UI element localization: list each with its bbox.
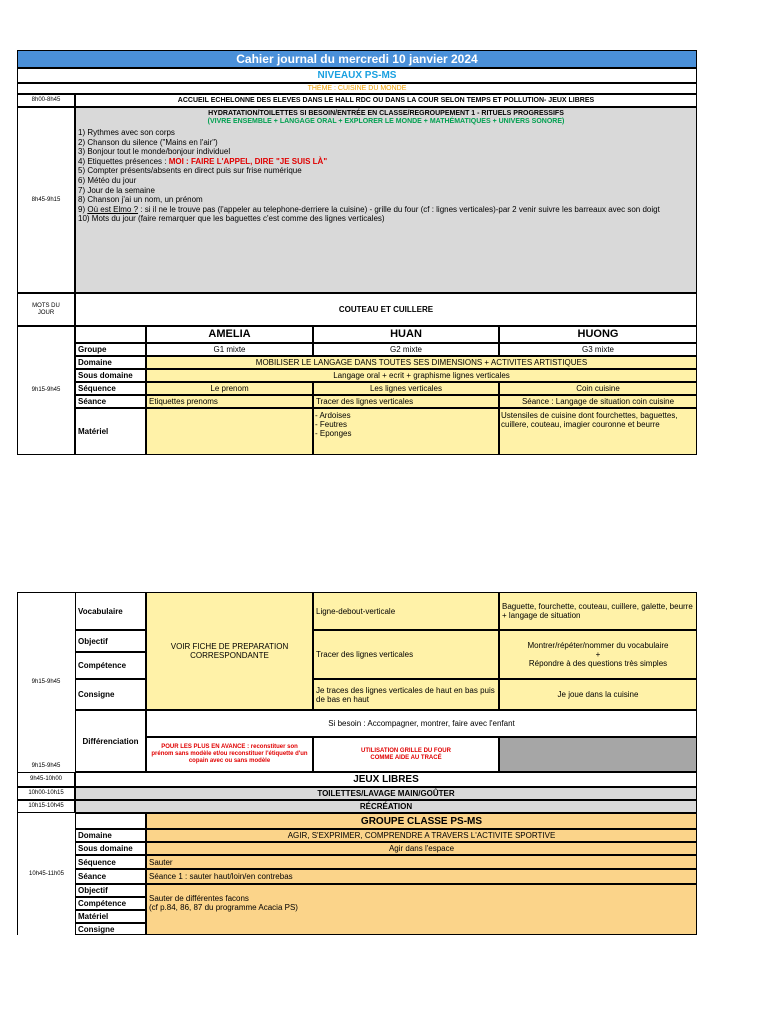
sport-label-sequence: Séquence <box>75 855 146 869</box>
sport-objectif <box>146 884 697 935</box>
rituel-item: 2) Chanson du silence ("Mains en l'air") <box>78 137 218 147</box>
rituel-item: 6) Météo du jour <box>78 175 137 185</box>
label-vocabulaire: Vocabulaire <box>75 592 146 630</box>
sequence-huong: Coin cuisine <box>499 382 697 395</box>
sport-objectif-line: (cf p.84, 86, 87 du programme Acacia PS) <box>149 903 298 912</box>
vocab-huong: Baguette, fourchette, couteau, cuillere, galette, beurre + langage de situation <box>499 592 697 630</box>
rituel-item: 10) Mots du jour (faire remarquer que les baguettes c'est comme des lignes verticales) <box>78 214 385 224</box>
rituels-subtitle: (VIVRE ENSEMBLE + LANGAGE ORAL + EXPLORER LE MONDE + MATHÉMATIQUES + UNIVERS SONORE) <box>207 118 565 125</box>
sport-sous-domaine: Agir dans l'espace <box>146 842 697 855</box>
page-title: Cahier journal du mercredi 10 janvier 2024 <box>17 50 697 68</box>
diff-huong <box>499 737 697 772</box>
materiel-item: - Eponges <box>315 429 352 438</box>
objectif-huong <box>499 630 697 679</box>
objectif-huong-line: Répondre à des questions très simples <box>528 659 668 668</box>
label-competence: Compétence <box>75 652 146 679</box>
levels-label: NIVEAUX PS-MS <box>17 68 697 83</box>
label-differenciation: Différenciation <box>75 710 146 772</box>
rituel-item: 8) Chanson j'ai un nom, un prénom <box>78 195 203 205</box>
group-name-huan: HUAN <box>313 326 499 343</box>
time-page2-bottom: 9h15-9h45 <box>31 763 61 769</box>
time-page2: 9h15-9h45 <box>31 679 61 685</box>
label-materiel: Matériel <box>75 408 146 455</box>
sport-label-sous-domaine: Sous domaine <box>75 842 146 855</box>
theme-label: THÈME : CUISINE DU MONDE <box>17 83 697 94</box>
time-rituels: 8h45-9h15 <box>17 107 75 293</box>
label-consigne: Consigne <box>75 679 146 710</box>
rituel-item-text: 4) Etiquettes présences : <box>78 156 169 166</box>
rituel-item: 7) Jour de la semaine <box>78 185 155 195</box>
rituels-title: HYDRATATION/TOILETTES SI BESOIN/ENTRÉE EN CLASSE/REGROUPEMENT 1 - RITUELS PROGRESSIFS <box>208 110 564 117</box>
group-name-amelia: AMELIA <box>146 326 313 343</box>
diff-amelia: POUR LES PLUS EN AVANCE : reconstituer son prénom sans modèle et/ou reconstituer l'étiquette d'un copain avec ou sans modèle <box>146 737 313 772</box>
sport-sequence: Sauter <box>146 855 697 869</box>
materiel-item: - Ardoises <box>315 411 351 420</box>
time-page2-border <box>17 592 75 772</box>
rituel-item <box>78 205 694 215</box>
sport-label-competence: Compétence <box>75 897 146 910</box>
objectif-huan: Tracer des lignes verticales <box>313 630 499 679</box>
groupe-huan: G2 mixte <box>313 343 499 356</box>
accueil-row: ACCUEIL ECHELONNE DES ELEVES DANS LE HALL RDC OU DANS LA COUR SELON TEMPS ET POLLUTION- JEUX LIBRES <box>75 94 697 107</box>
seance-amelia: Etiquettes prenoms <box>146 395 313 408</box>
time-accueil: 8h00-8h45 <box>17 94 75 107</box>
label-seance: Séance <box>75 395 146 408</box>
rituels-block <box>75 107 697 293</box>
sport-label-domaine: Domaine <box>75 829 146 842</box>
groupe-huong: G3 mixte <box>499 343 697 356</box>
consigne-huan: Je traces des lignes verticales de haut en bas puis de bas en haut <box>313 679 499 710</box>
time-sport: 10h45-11h05 <box>17 813 75 935</box>
sport-header-empty <box>75 813 146 829</box>
header-empty <box>75 326 146 343</box>
diff-huan: UTILISATION GRILLE DU FOUR COMME AIDE AU TRACÉ <box>313 737 499 772</box>
sport-label-consigne: Consigne <box>75 923 146 935</box>
groupe-amelia: G1 mixte <box>146 343 313 356</box>
seance-huong: Séance : Langage de situation coin cuisine <box>499 395 697 408</box>
sport-label-seance: Séance <box>75 869 146 884</box>
sequence-huan: Les lignes verticales <box>313 382 499 395</box>
jeux-libres-row: JEUX LIBRES <box>75 772 697 787</box>
sport-domaine: AGIR, S'EXPRIMER, COMPRENDRE A TRAVERS L'ACTIVITE SPORTIVE <box>146 829 697 842</box>
label-objectif: Objectif <box>75 630 146 652</box>
time-jeux: 9h45-10h00 <box>17 772 75 787</box>
sport-objectif-line: Sauter de différentes facons <box>149 894 249 903</box>
rituel-item: 3) Bonjour tout le monde/bonjour individuel <box>78 147 231 157</box>
rituel-item-highlight: MOI : FAIRE L'APPEL, DIRE "JE SUIS LÀ" <box>168 156 328 166</box>
mots-value: COUTEAU ET CUILLERE <box>75 293 697 326</box>
time-groups: 9h15-9h45 <box>17 326 75 455</box>
label-sequence: Séquence <box>75 382 146 395</box>
materiel-amelia <box>146 408 313 455</box>
mots-label: MOTS DU JOUR <box>17 293 75 326</box>
materiel-huan <box>313 408 499 455</box>
domaine-value: MOBILISER LE LANGAGE DANS TOUTES SES DIMENSIONS + ACTIVITES ARTISTIQUES <box>146 356 697 369</box>
rituel-item <box>78 157 694 167</box>
sport-seance: Séance 1 : sauter haut/loin/en contrebas <box>146 869 697 884</box>
sport-label-materiel: Matériel <box>75 910 146 923</box>
sequence-amelia: Le prenom <box>146 382 313 395</box>
sport-label-objectif: Objectif <box>75 884 146 897</box>
group-name-huong: HUONG <box>499 326 697 343</box>
seance-huan: Tracer des lignes verticales <box>313 395 499 408</box>
toilettes-row: TOILETTES/LAVAGE MAIN/GOÛTER <box>75 787 697 800</box>
diff-general: Si besoin : Accompagner, montrer, faire avec l'enfant <box>146 710 697 737</box>
objectif-huong-plus: + <box>595 650 601 659</box>
rituel-item-text: : si il ne le trouve pas (l'appeler au telephone-derriere la cuisine) - grille du four (cf : lignes verticales)-par 2 venir suivre les barreaux avec son doigt <box>138 204 660 214</box>
rituel-item-underlined: Où est Elmo ? <box>87 204 139 214</box>
label-domaine: Domaine <box>75 356 146 369</box>
label-sous-domaine: Sous domaine <box>75 369 146 382</box>
rituels-list <box>78 128 694 224</box>
rituel-item: 5) Compter présents/absents en direct puis sur frise numérique <box>78 166 302 176</box>
vocab-huan: Ligne-debout-verticale <box>313 592 499 630</box>
materiel-item: - Feutres <box>315 420 348 429</box>
time-recreation: 10h15-10h45 <box>17 800 75 813</box>
consigne-huong: Je joue dans la cuisine <box>499 679 697 710</box>
time-toilettes: 10h00-10h15 <box>17 787 75 800</box>
rituel-item-text: 9) <box>78 204 88 214</box>
sport-title: GROUPE CLASSE PS-MS <box>146 813 697 829</box>
label-groupe: Groupe <box>75 343 146 356</box>
rituel-item: 1) Rythmes avec son corps <box>78 128 175 137</box>
fiche-preparation: VOIR FICHE DE PREPARATION CORRESPONDANTE <box>146 592 313 710</box>
objectif-huong-line: Montrer/répéter/nommer du vocabulaire <box>527 641 669 650</box>
sous-domaine-value: Langage oral + ecrit + graphisme lignes verticales <box>146 369 697 382</box>
materiel-huong: Ustensiles de cuisine dont fourchettes, baguettes, cuillere, couteau, imagier couronne et beurre <box>499 408 697 455</box>
recreation-row: RÉCRÉATION <box>75 800 697 813</box>
